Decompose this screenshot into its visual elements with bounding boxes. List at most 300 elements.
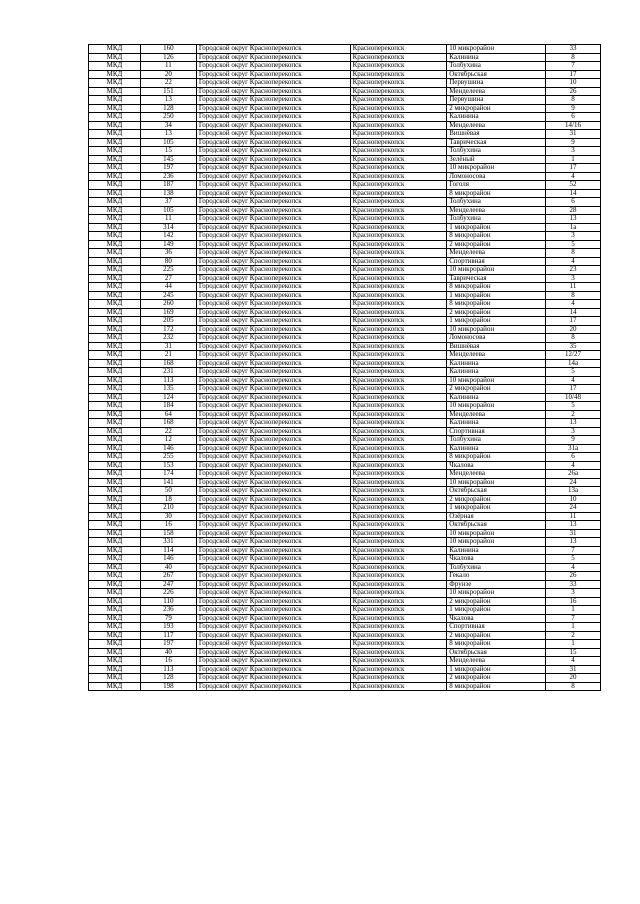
house-number-cell: 4 bbox=[545, 257, 600, 266]
record-number-cell: 40 bbox=[140, 563, 196, 572]
municipality-cell: Городской округ Красноперекопск bbox=[196, 232, 350, 241]
municipality-cell: Городской округ Красноперекопск bbox=[196, 614, 350, 623]
table-row bbox=[89, 597, 601, 606]
street-cell: 8 микрорайон bbox=[447, 640, 546, 649]
table-row bbox=[89, 206, 601, 215]
house-number-cell: 5 bbox=[545, 402, 600, 411]
housing-type-cell: МКД bbox=[89, 87, 141, 96]
city-cell: Красноперекопск bbox=[350, 504, 447, 513]
table-row bbox=[89, 172, 601, 181]
table-row bbox=[89, 104, 601, 113]
housing-type-cell: МКД bbox=[89, 444, 141, 453]
table-row bbox=[89, 334, 601, 343]
housing-type-cell: МКД bbox=[89, 249, 141, 258]
municipality-cell: Городской округ Красноперекопск bbox=[196, 504, 350, 513]
table-row bbox=[89, 470, 601, 479]
record-number-cell: 187 bbox=[140, 181, 196, 190]
record-number-cell: 245 bbox=[140, 291, 196, 300]
housing-type-cell: МКД bbox=[89, 232, 141, 241]
table-row bbox=[89, 87, 601, 96]
street-cell: Спортивная bbox=[447, 427, 546, 436]
municipality-cell: Городской округ Красноперекопск bbox=[196, 495, 350, 504]
municipality-cell: Городской округ Красноперекопск bbox=[196, 555, 350, 564]
record-number-cell: 184 bbox=[140, 402, 196, 411]
street-cell: Толбухина bbox=[447, 147, 546, 156]
record-number-cell: 22 bbox=[140, 427, 196, 436]
municipality-cell: Городской округ Красноперекопск bbox=[196, 342, 350, 351]
table-row bbox=[89, 631, 601, 640]
municipality-cell: Городской округ Красноперекопск bbox=[196, 283, 350, 292]
city-cell: Красноперекопск bbox=[350, 53, 447, 62]
housing-type-cell: МКД bbox=[89, 682, 141, 691]
street-cell: 8 микрорайон bbox=[447, 283, 546, 292]
municipality-cell: Городской округ Красноперекопск bbox=[196, 215, 350, 224]
record-number-cell: 236 bbox=[140, 606, 196, 615]
record-number-cell: 128 bbox=[140, 104, 196, 113]
housing-type-cell: МКД bbox=[89, 283, 141, 292]
house-number-cell: 8 bbox=[545, 53, 600, 62]
municipality-cell: Городской округ Красноперекопск bbox=[196, 376, 350, 385]
housing-type-cell: МКД bbox=[89, 546, 141, 555]
city-cell: Красноперекопск bbox=[350, 640, 447, 649]
street-cell: 10 микрорайон bbox=[447, 402, 546, 411]
record-number-cell: 250 bbox=[140, 113, 196, 122]
city-cell: Красноперекопск bbox=[350, 240, 447, 249]
city-cell: Красноперекопск bbox=[350, 606, 447, 615]
city-cell: Красноперекопск bbox=[350, 300, 447, 309]
municipality-cell: Городской округ Красноперекопск bbox=[196, 198, 350, 207]
table-row bbox=[89, 351, 601, 360]
street-cell: Толбухина bbox=[447, 436, 546, 445]
street-cell: 2 микрорайон bbox=[447, 597, 546, 606]
street-cell: 1 микрорайон bbox=[447, 317, 546, 326]
housing-type-cell: МКД bbox=[89, 62, 141, 71]
record-number-cell: 210 bbox=[140, 504, 196, 513]
street-cell: 8 микрорайон bbox=[447, 189, 546, 198]
city-cell: Красноперекопск bbox=[350, 121, 447, 130]
city-cell: Красноперекопск bbox=[350, 572, 447, 581]
housing-type-cell: МКД bbox=[89, 487, 141, 496]
table-row bbox=[89, 444, 601, 453]
record-number-cell: 16 bbox=[140, 521, 196, 530]
record-number-cell: 16 bbox=[140, 657, 196, 666]
city-cell: Красноперекопск bbox=[350, 393, 447, 402]
city-cell: Красноперекопск bbox=[350, 342, 447, 351]
record-number-cell: 113 bbox=[140, 665, 196, 674]
city-cell: Красноперекопск bbox=[350, 597, 447, 606]
street-cell: Первушина bbox=[447, 79, 546, 88]
housing-type-cell: МКД bbox=[89, 453, 141, 462]
municipality-cell: Городской округ Красноперекопск bbox=[196, 334, 350, 343]
table-row bbox=[89, 665, 601, 674]
municipality-cell: Городской округ Красноперекопск bbox=[196, 648, 350, 657]
table-row bbox=[89, 368, 601, 377]
city-cell: Красноперекопск bbox=[350, 385, 447, 394]
municipality-cell: Городской округ Красноперекопск bbox=[196, 572, 350, 581]
house-number-cell: 28 bbox=[545, 206, 600, 215]
house-number-cell: 24 bbox=[545, 504, 600, 513]
table-row bbox=[89, 402, 601, 411]
house-number-cell: 2 bbox=[545, 631, 600, 640]
house-number-cell: 1а bbox=[545, 223, 600, 232]
house-number-cell: 3 bbox=[545, 589, 600, 598]
housing-type-cell: МКД bbox=[89, 300, 141, 309]
municipality-cell: Городской округ Красноперекопск bbox=[196, 444, 350, 453]
street-cell: 1 микрорайон bbox=[447, 223, 546, 232]
street-cell: 2 микрорайон bbox=[447, 631, 546, 640]
record-number-cell: 50 bbox=[140, 487, 196, 496]
table-row bbox=[89, 555, 601, 564]
municipality-cell: Городской округ Красноперекопск bbox=[196, 257, 350, 266]
table-row bbox=[89, 283, 601, 292]
city-cell: Красноперекопск bbox=[350, 257, 447, 266]
municipality-cell: Городской округ Красноперекопск bbox=[196, 521, 350, 530]
table-row bbox=[89, 589, 601, 598]
house-number-cell: 13 bbox=[545, 538, 600, 547]
municipality-cell: Городской округ Красноперекопск bbox=[196, 359, 350, 368]
table-row bbox=[89, 53, 601, 62]
city-cell: Красноперекопск bbox=[350, 249, 447, 258]
housing-type-cell: МКД bbox=[89, 113, 141, 122]
street-cell: Калинина bbox=[447, 444, 546, 453]
city-cell: Красноперекопск bbox=[350, 147, 447, 156]
house-number-cell: 8 bbox=[545, 96, 600, 105]
house-number-cell: 14 bbox=[545, 308, 600, 317]
street-cell: Октябрьская bbox=[447, 521, 546, 530]
housing-type-cell: МКД bbox=[89, 325, 141, 334]
housing-type-cell: МКД bbox=[89, 198, 141, 207]
municipality-cell: Городской округ Красноперекопск bbox=[196, 147, 350, 156]
city-cell: Красноперекопск bbox=[350, 631, 447, 640]
municipality-cell: Городской округ Красноперекопск bbox=[196, 223, 350, 232]
housing-type-cell: МКД bbox=[89, 385, 141, 394]
housing-type-cell: МКД bbox=[89, 470, 141, 479]
street-cell: 2 микрорайон bbox=[447, 240, 546, 249]
housing-type-cell: МКД bbox=[89, 266, 141, 275]
table-row bbox=[89, 342, 601, 351]
house-number-cell: 26а bbox=[545, 470, 600, 479]
city-cell: Красноперекопск bbox=[350, 113, 447, 122]
record-number-cell: 21 bbox=[140, 351, 196, 360]
house-number-cell: 7 bbox=[545, 62, 600, 71]
city-cell: Красноперекопск bbox=[350, 189, 447, 198]
house-number-cell: 10 bbox=[545, 495, 600, 504]
record-number-cell: 172 bbox=[140, 325, 196, 334]
street-cell: Калинина bbox=[447, 368, 546, 377]
housing-type-cell: МКД bbox=[89, 359, 141, 368]
housing-type-cell: МКД bbox=[89, 402, 141, 411]
housing-type-cell: МКД bbox=[89, 138, 141, 147]
street-cell: Фрунзе bbox=[447, 580, 546, 589]
city-cell: Красноперекопск bbox=[350, 563, 447, 572]
municipality-cell: Городской округ Красноперекопск bbox=[196, 172, 350, 181]
street-cell: Вишнёвая bbox=[447, 342, 546, 351]
street-cell: 2 микрорайон bbox=[447, 385, 546, 394]
record-number-cell: 13 bbox=[140, 96, 196, 105]
record-number-cell: 146 bbox=[140, 555, 196, 564]
house-number-cell: 3 bbox=[545, 427, 600, 436]
table-row bbox=[89, 674, 601, 683]
table-row bbox=[89, 436, 601, 445]
record-number-cell: 15 bbox=[140, 147, 196, 156]
street-cell: 2 микрорайон bbox=[447, 104, 546, 113]
municipality-cell: Городской округ Красноперекопск bbox=[196, 453, 350, 462]
street-cell: 2 микрорайон bbox=[447, 495, 546, 504]
housing-type-cell: МКД bbox=[89, 521, 141, 530]
housing-type-cell: МКД bbox=[89, 410, 141, 419]
table-row bbox=[89, 529, 601, 538]
housing-type-cell: МКД bbox=[89, 563, 141, 572]
street-cell: 10 микрорайон bbox=[447, 478, 546, 487]
city-cell: Красноперекопск bbox=[350, 308, 447, 317]
street-cell: Менделеева bbox=[447, 657, 546, 666]
housing-type-cell: МКД bbox=[89, 631, 141, 640]
city-cell: Красноперекопск bbox=[350, 164, 447, 173]
city-cell: Красноперекопск bbox=[350, 368, 447, 377]
house-number-cell: 3 bbox=[545, 274, 600, 283]
municipality-cell: Городской округ Красноперекопск bbox=[196, 580, 350, 589]
housing-type-cell: МКД bbox=[89, 648, 141, 657]
registry-table-body bbox=[89, 45, 601, 691]
municipality-cell: Городской округ Красноперекопск bbox=[196, 478, 350, 487]
house-number-cell: 35 bbox=[545, 342, 600, 351]
table-row bbox=[89, 113, 601, 122]
housing-type-cell: МКД bbox=[89, 555, 141, 564]
house-number-cell: 14а bbox=[545, 359, 600, 368]
street-cell: Менделеева bbox=[447, 121, 546, 130]
housing-type-cell: МКД bbox=[89, 597, 141, 606]
house-number-cell: 4 bbox=[545, 376, 600, 385]
housing-type-cell: МКД bbox=[89, 495, 141, 504]
city-cell: Красноперекопск bbox=[350, 130, 447, 139]
city-cell: Красноперекопск bbox=[350, 104, 447, 113]
housing-type-cell: МКД bbox=[89, 147, 141, 156]
street-cell: 1 микрорайон bbox=[447, 606, 546, 615]
house-number-cell: 31 bbox=[545, 529, 600, 538]
record-number-cell: 236 bbox=[140, 172, 196, 181]
municipality-cell: Городской округ Красноперекопск bbox=[196, 325, 350, 334]
street-cell: Менделеева bbox=[447, 351, 546, 360]
city-cell: Красноперекопск bbox=[350, 181, 447, 190]
house-number-cell: 10 bbox=[545, 79, 600, 88]
city-cell: Красноперекопск bbox=[350, 215, 447, 224]
house-number-cell: 11 bbox=[545, 283, 600, 292]
municipality-cell: Городской округ Красноперекопск bbox=[196, 419, 350, 428]
street-cell: 10 микрорайон bbox=[447, 45, 546, 54]
housing-type-cell: МКД bbox=[89, 215, 141, 224]
table-row bbox=[89, 393, 601, 402]
housing-type-cell: МКД bbox=[89, 461, 141, 470]
table-row bbox=[89, 478, 601, 487]
street-cell: Октябрьская bbox=[447, 648, 546, 657]
housing-type-cell: МКД bbox=[89, 189, 141, 198]
city-cell: Красноперекопск bbox=[350, 376, 447, 385]
house-number-cell: 3 bbox=[545, 232, 600, 241]
municipality-cell: Городской округ Красноперекопск bbox=[196, 53, 350, 62]
house-number-cell: 52 bbox=[545, 181, 600, 190]
house-number-cell: 7 bbox=[545, 614, 600, 623]
housing-type-cell: МКД bbox=[89, 291, 141, 300]
record-number-cell: 11 bbox=[140, 215, 196, 224]
street-cell: Калинина bbox=[447, 546, 546, 555]
house-number-cell: 15 bbox=[545, 648, 600, 657]
house-number-cell: 17 bbox=[545, 164, 600, 173]
street-cell: Гоголя bbox=[447, 181, 546, 190]
record-number-cell: 105 bbox=[140, 138, 196, 147]
record-number-cell: 331 bbox=[140, 538, 196, 547]
city-cell: Красноперекопск bbox=[350, 206, 447, 215]
house-number-cell: 8 bbox=[545, 249, 600, 258]
table-row bbox=[89, 274, 601, 283]
record-number-cell: 44 bbox=[140, 283, 196, 292]
street-cell: 10 микрорайон bbox=[447, 266, 546, 275]
housing-type-cell: МКД bbox=[89, 538, 141, 547]
street-cell: Менделеева bbox=[447, 249, 546, 258]
house-number-cell: 26 bbox=[545, 572, 600, 581]
city-cell: Красноперекопск bbox=[350, 155, 447, 164]
table-row bbox=[89, 317, 601, 326]
municipality-cell: Городской округ Красноперекопск bbox=[196, 266, 350, 275]
city-cell: Красноперекопск bbox=[350, 419, 447, 428]
table-row bbox=[89, 606, 601, 615]
record-number-cell: 30 bbox=[140, 512, 196, 521]
city-cell: Красноперекопск bbox=[350, 589, 447, 598]
record-number-cell: 34 bbox=[140, 121, 196, 130]
street-cell: Толбухина bbox=[447, 62, 546, 71]
municipality-cell: Городской округ Красноперекопск bbox=[196, 249, 350, 258]
city-cell: Красноперекопск bbox=[350, 614, 447, 623]
housing-type-cell: МКД bbox=[89, 164, 141, 173]
city-cell: Красноперекопск bbox=[350, 436, 447, 445]
city-cell: Красноперекопск bbox=[350, 138, 447, 147]
city-cell: Красноперекопск bbox=[350, 232, 447, 241]
table-row bbox=[89, 682, 601, 691]
record-number-cell: 135 bbox=[140, 385, 196, 394]
table-row bbox=[89, 657, 601, 666]
table-row bbox=[89, 249, 601, 258]
housing-type-cell: МКД bbox=[89, 478, 141, 487]
city-cell: Красноперекопск bbox=[350, 665, 447, 674]
house-number-cell: 3 bbox=[545, 147, 600, 156]
housing-type-cell: МКД bbox=[89, 206, 141, 215]
municipality-cell: Городской округ Красноперекопск bbox=[196, 138, 350, 147]
table-row bbox=[89, 181, 601, 190]
table-row bbox=[89, 359, 601, 368]
housing-type-cell: МКД bbox=[89, 606, 141, 615]
house-number-cell: 1 bbox=[545, 606, 600, 615]
municipality-cell: Городской округ Красноперекопск bbox=[196, 300, 350, 309]
record-number-cell: 197 bbox=[140, 640, 196, 649]
street-cell: Чкалова bbox=[447, 461, 546, 470]
city-cell: Красноперекопск bbox=[350, 623, 447, 632]
street-cell: Калинина bbox=[447, 359, 546, 368]
house-number-cell: 33 bbox=[545, 580, 600, 589]
municipality-cell: Городской округ Красноперекопск bbox=[196, 104, 350, 113]
record-number-cell: 193 bbox=[140, 623, 196, 632]
city-cell: Красноперекопск bbox=[350, 70, 447, 79]
record-number-cell: 169 bbox=[140, 308, 196, 317]
municipality-cell: Городской округ Красноперекопск bbox=[196, 538, 350, 547]
house-number-cell: 14/16 bbox=[545, 121, 600, 130]
street-cell: 10 микрорайон bbox=[447, 529, 546, 538]
housing-type-cell: МКД bbox=[89, 512, 141, 521]
table-row bbox=[89, 419, 601, 428]
municipality-cell: Городской округ Красноперекопск bbox=[196, 640, 350, 649]
street-cell: 1 микрорайон bbox=[447, 291, 546, 300]
city-cell: Красноперекопск bbox=[350, 538, 447, 547]
street-cell: Калинина bbox=[447, 393, 546, 402]
record-number-cell: 247 bbox=[140, 580, 196, 589]
street-cell: 10 микрорайон bbox=[447, 589, 546, 598]
municipality-cell: Городской округ Красноперекопск bbox=[196, 317, 350, 326]
municipality-cell: Городской округ Красноперекопск bbox=[196, 529, 350, 538]
table-row bbox=[89, 410, 601, 419]
table-row bbox=[89, 164, 601, 173]
housing-type-cell: МКД bbox=[89, 104, 141, 113]
record-number-cell: 138 bbox=[140, 189, 196, 198]
house-number-cell: 20 bbox=[545, 674, 600, 683]
house-number-cell: 4 bbox=[545, 461, 600, 470]
record-number-cell: 174 bbox=[140, 470, 196, 479]
table-row bbox=[89, 257, 601, 266]
street-cell: Толбухина bbox=[447, 215, 546, 224]
housing-type-cell: МКД bbox=[89, 674, 141, 683]
table-row bbox=[89, 155, 601, 164]
record-number-cell: 124 bbox=[140, 393, 196, 402]
table-row bbox=[89, 240, 601, 249]
table-row bbox=[89, 325, 601, 334]
street-cell: Менделеева bbox=[447, 87, 546, 96]
record-number-cell: 64 bbox=[140, 410, 196, 419]
street-cell: Калинина bbox=[447, 113, 546, 122]
street-cell: Менделеева bbox=[447, 206, 546, 215]
record-number-cell: 22 bbox=[140, 79, 196, 88]
city-cell: Красноперекопск bbox=[350, 351, 447, 360]
record-number-cell: 114 bbox=[140, 546, 196, 555]
city-cell: Красноперекопск bbox=[350, 317, 447, 326]
record-number-cell: 232 bbox=[140, 334, 196, 343]
housing-type-cell: МКД bbox=[89, 274, 141, 283]
table-row bbox=[89, 215, 601, 224]
housing-type-cell: МКД bbox=[89, 130, 141, 139]
record-number-cell: 149 bbox=[140, 240, 196, 249]
record-number-cell: 255 bbox=[140, 453, 196, 462]
city-cell: Красноперекопск bbox=[350, 495, 447, 504]
municipality-cell: Городской округ Красноперекопск bbox=[196, 164, 350, 173]
table-row bbox=[89, 266, 601, 275]
housing-type-cell: МКД bbox=[89, 45, 141, 54]
record-number-cell: 146 bbox=[140, 444, 196, 453]
municipality-cell: Городской округ Красноперекопск bbox=[196, 189, 350, 198]
city-cell: Красноперекопск bbox=[350, 546, 447, 555]
house-number-cell: 5 bbox=[545, 368, 600, 377]
house-number-cell: 26 bbox=[545, 87, 600, 96]
street-cell: 8 микрорайон bbox=[447, 300, 546, 309]
house-number-cell: 31 bbox=[545, 130, 600, 139]
city-cell: Красноперекопск bbox=[350, 87, 447, 96]
housing-type-cell: МКД bbox=[89, 376, 141, 385]
street-cell: Спортивная bbox=[447, 257, 546, 266]
table-row bbox=[89, 623, 601, 632]
municipality-cell: Городской округ Красноперекопск bbox=[196, 487, 350, 496]
table-row bbox=[89, 291, 601, 300]
city-cell: Красноперекопск bbox=[350, 444, 447, 453]
city-cell: Красноперекопск bbox=[350, 512, 447, 521]
table-row bbox=[89, 461, 601, 470]
table-row bbox=[89, 614, 601, 623]
table-row bbox=[89, 189, 601, 198]
housing-type-cell: МКД bbox=[89, 580, 141, 589]
